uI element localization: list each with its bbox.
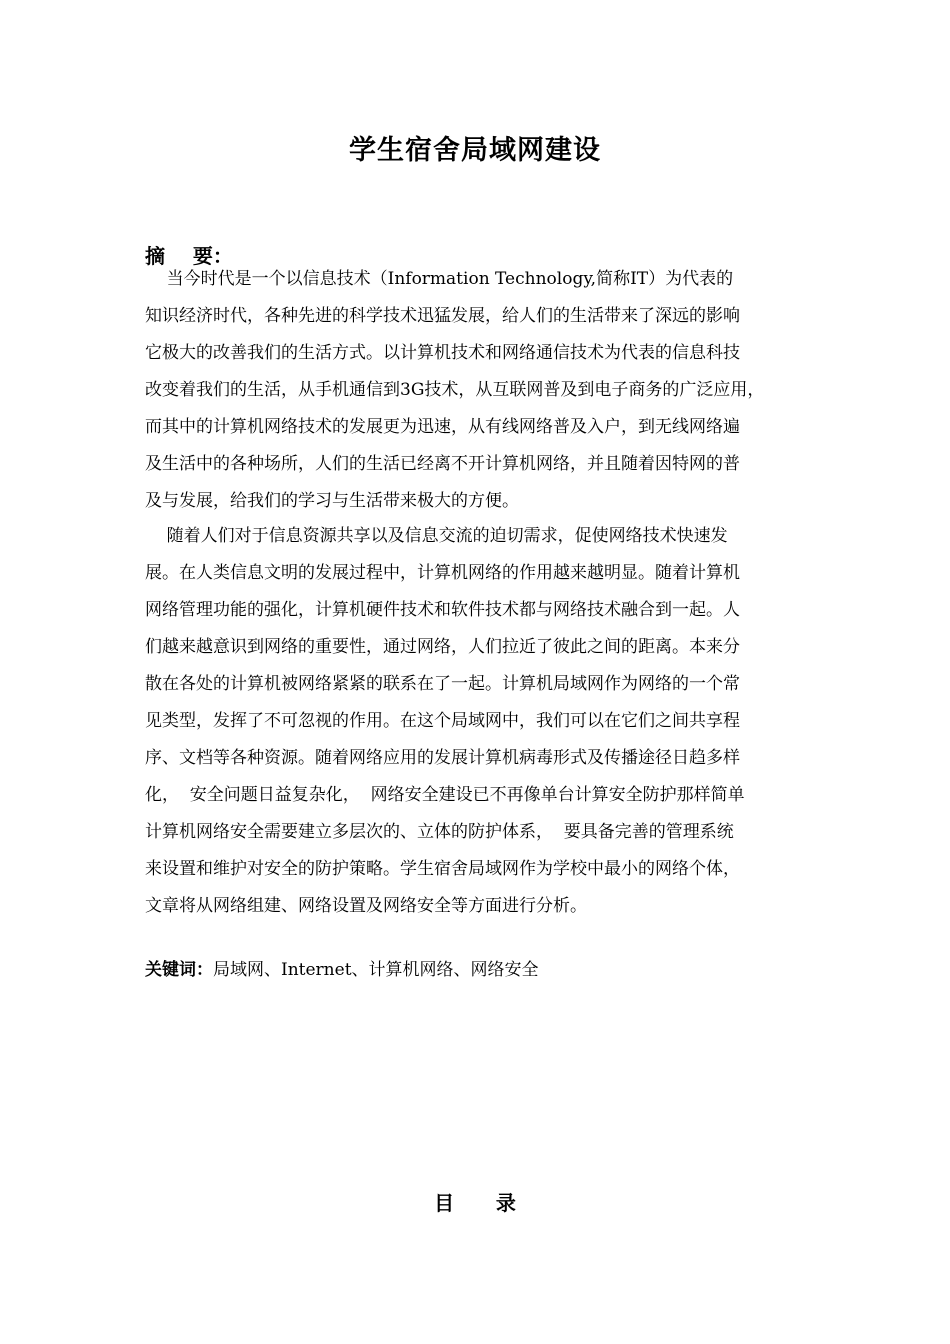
abstract-paragraph-1 — [145, 261, 815, 520]
paragraph-line: 知识经济时代，各种先进的科学技术迅猛发展，给人们的生活带来了深远的影响 — [145, 306, 740, 326]
keywords-line — [145, 953, 539, 987]
paragraph-line: 见类型，发挥了不可忽视的作用。在这个局域网中，我们可以在它们之间共享程 — [145, 711, 740, 731]
paragraph-line: 文章将从网络组建、网络设置及网络安全等方面进行分析。 — [145, 896, 587, 916]
paragraph-line: 随着人们对于信息资源共享以及信息交流的迫切需求，促使网络技术快速发 — [145, 526, 728, 546]
paragraph-line: 散在各处的计算机被网络紧紧的联系在了一起。计算机局域网作为网络的一个常 — [145, 674, 740, 694]
paragraph-line: 它极大的改善我们的生活方式。以计算机技术和网络通信技术为代表的信息科技 — [145, 343, 740, 363]
paragraph-line: 来设置和维护对安全的防护策略。学生宿舍局域网作为学校中最小的网络个体， — [145, 859, 740, 879]
keywords-label: 关键词： — [145, 960, 213, 980]
abstract-paragraph-2 — [145, 518, 815, 925]
abstract-heading: 摘 要： — [145, 244, 233, 268]
paragraph-line: 当今时代是一个以信息技术（Information Technology,简称IT）为代表的 — [145, 269, 734, 289]
paragraph-line: 而其中的计算机网络技术的发展更为迅速，从有线网络普及入户，到无线网络遍 — [145, 417, 740, 437]
paragraph-line: 化， 安全问题日益复杂化， 网络安全建设已不再像单台计算安全防护那样简单 — [145, 785, 745, 805]
paragraph-line: 们越来越意识到网络的重要性，通过网络，人们拉近了彼此之间的距离。本来分 — [145, 637, 740, 657]
paragraph-line: 及与发展，给我们的学习与生活带来极大的方便。 — [145, 491, 519, 511]
paragraph-line: 改变着我们的生活，从手机通信到3G技术，从互联网普及到电子商务的广泛应用， — [145, 380, 765, 400]
table-of-contents-heading: 目 录 — [434, 1191, 516, 1215]
keywords-value: 局域网、Internet、计算机网络、网络安全 — [213, 960, 539, 980]
document-title: 学生宿舍局域网建设 — [349, 135, 601, 166]
paragraph-line: 及生活中的各种场所，人们的生活已经离不开计算机网络，并且随着因特网的普 — [145, 454, 740, 474]
paragraph-line: 网络管理功能的强化，计算机硬件技术和软件技术都与网络技术融合到一起。人 — [145, 600, 740, 620]
paragraph-line: 展。在人类信息文明的发展过程中，计算机网络的作用越来越明显。随着计算机 — [145, 563, 740, 583]
paragraph-line: 计算机网络安全需要建立多层次的、立体的防护体系， 要具备完善的管理系统 — [145, 822, 734, 842]
paragraph-line: 序、文档等各种资源。随着网络应用的发展计算机病毒形式及传播途径日趋多样 — [145, 748, 740, 768]
